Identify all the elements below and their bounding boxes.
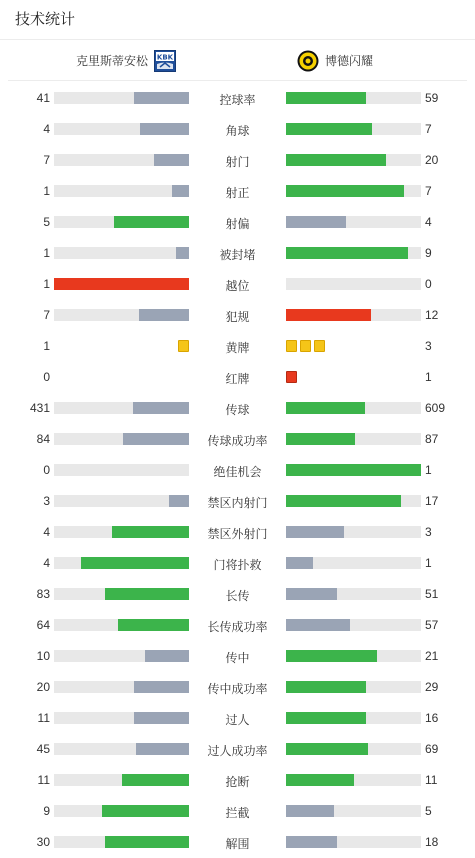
- home-stat-value: 64: [36, 618, 50, 632]
- stat-row: [0, 548, 475, 579]
- home-team-name: 克里斯蒂安松: [75, 54, 148, 68]
- away-stat-bar: [286, 185, 421, 197]
- home-stat-bar: [54, 619, 189, 631]
- stat-row: [0, 393, 475, 424]
- away-stat-bar-fill: [286, 774, 354, 786]
- stat-label: 被封堵: [219, 248, 256, 262]
- home-stat-bar-fill: [122, 774, 190, 786]
- home-stat-bar-fill: [123, 433, 189, 445]
- away-stat-value: 11: [425, 773, 438, 787]
- home-stat-bar: [54, 216, 189, 228]
- stat-label: 过人: [225, 713, 250, 727]
- home-stat-bar-fill: [105, 836, 189, 848]
- home-stat-value: 11: [37, 773, 50, 787]
- away-stat-bar-fill: [286, 836, 337, 848]
- stat-row: [0, 610, 475, 641]
- home-stat-bar: [54, 650, 189, 662]
- stat-row: [0, 703, 475, 734]
- kbk-crest-icon: [154, 50, 176, 72]
- stat-row: [0, 486, 475, 517]
- stat-row: [0, 424, 475, 455]
- away-stat-bar: [286, 774, 421, 786]
- home-stat-bar: [54, 92, 189, 104]
- away-stat-value: 1: [425, 370, 432, 384]
- home-stat-bar: [54, 681, 189, 693]
- red-card-icon: [286, 371, 297, 383]
- home-stat-bar-fill: [54, 278, 189, 290]
- away-stat-bar: [286, 464, 421, 476]
- yellow-card-icon: [314, 340, 325, 352]
- away-stat-bar-fill: [286, 650, 377, 662]
- away-stat-value: 4: [425, 215, 432, 229]
- away-stat-bar: [286, 433, 421, 445]
- home-stat-bar-fill: [105, 588, 189, 600]
- stat-label: 解围: [225, 837, 250, 851]
- home-stat-value: 5: [43, 215, 50, 229]
- stat-label: 传球: [225, 403, 250, 417]
- stat-label: 过人成功率: [207, 744, 268, 758]
- away-stat-bar-fill: [286, 247, 408, 259]
- away-stat-bar-fill: [286, 681, 366, 693]
- stat-label: 控球率: [219, 93, 256, 107]
- away-stat-bar: [286, 309, 421, 321]
- home-stat-value: 11: [37, 711, 50, 725]
- stat-row: [0, 796, 475, 827]
- stat-label: 拦截: [225, 806, 250, 820]
- stat-label: 黄牌: [225, 341, 250, 355]
- home-cards: [178, 340, 189, 352]
- stat-row: [0, 765, 475, 796]
- away-stat-value: 5: [425, 804, 432, 818]
- away-stat-bar-fill: [286, 185, 404, 197]
- home-stat-bar-fill: [118, 619, 189, 631]
- away-stat-value: 3: [425, 339, 432, 353]
- home-stat-bar: [54, 743, 189, 755]
- home-stat-bar: [54, 557, 189, 569]
- home-stat-value: 7: [43, 308, 50, 322]
- stat-row: [0, 331, 475, 362]
- away-stat-bar-fill: [286, 619, 350, 631]
- stat-label: 射正: [225, 186, 250, 200]
- stat-label: 传中: [225, 651, 250, 665]
- stat-label: 传中成功率: [207, 682, 268, 696]
- away-stat-bar: [286, 402, 421, 414]
- home-stat-bar: [54, 588, 189, 600]
- stat-row: [0, 455, 475, 486]
- away-stat-value: 18: [425, 835, 439, 849]
- home-team[interactable]: [76, 40, 182, 81]
- home-stat-bar-fill: [169, 495, 189, 507]
- stat-row: [0, 145, 475, 176]
- away-stat-value: 87: [425, 432, 439, 446]
- home-stat-value: 3: [43, 494, 50, 508]
- away-stat-value: 7: [425, 184, 432, 198]
- away-cards: [286, 371, 297, 383]
- stat-row: [0, 176, 475, 207]
- away-stat-bar-fill: [286, 495, 401, 507]
- stat-row: [0, 207, 475, 238]
- stat-row: [0, 827, 475, 858]
- stat-label: 绝佳机会: [213, 465, 262, 479]
- stat-label: 长传成功率: [207, 620, 268, 634]
- yellow-card-icon: [300, 340, 311, 352]
- home-stat-value: 45: [36, 742, 50, 756]
- home-stat-value: 0: [43, 463, 50, 477]
- away-stat-bar-fill: [286, 526, 344, 538]
- home-stat-bar-fill: [134, 92, 189, 104]
- home-stat-value: 1: [43, 184, 50, 198]
- home-stat-value: 431: [29, 401, 50, 415]
- home-stat-value: 4: [43, 122, 50, 136]
- stat-row: [0, 300, 475, 331]
- away-stat-bar-fill: [286, 433, 355, 445]
- away-stat-bar-fill: [286, 712, 366, 724]
- away-stat-bar: [286, 247, 421, 259]
- stat-label: 抢断: [225, 775, 250, 789]
- stat-label: 长传: [225, 589, 250, 603]
- away-stat-bar: [286, 526, 421, 538]
- home-stat-value: 4: [43, 525, 50, 539]
- away-stat-value: 69: [425, 742, 439, 756]
- stat-row: [0, 114, 475, 145]
- home-stat-bar: [54, 836, 189, 848]
- away-stat-value: 29: [425, 680, 439, 694]
- home-stat-bar-fill: [81, 557, 189, 569]
- home-stat-bar: [54, 185, 189, 197]
- away-stat-bar: [286, 805, 421, 817]
- home-stat-bar-fill: [134, 712, 189, 724]
- bodo-glimt-crest-icon: [297, 50, 319, 72]
- away-stat-value: 51: [425, 587, 439, 601]
- stat-row: [0, 362, 475, 393]
- home-stat-bar: [54, 154, 189, 166]
- home-stat-value: 84: [36, 432, 50, 446]
- away-stat-bar-fill: [286, 557, 313, 569]
- away-stat-value: 16: [425, 711, 439, 725]
- yellow-card-icon: [178, 340, 189, 352]
- away-stat-value: 3: [425, 525, 432, 539]
- away-stat-bar: [286, 557, 421, 569]
- away-stat-value: 609: [425, 401, 446, 415]
- svg-text:KBK: KBK: [156, 53, 174, 61]
- home-stat-bar: [54, 526, 189, 538]
- away-stat-value: 20: [425, 153, 439, 167]
- home-stat-bar-fill: [172, 185, 189, 197]
- away-stat-value: 12: [425, 308, 439, 322]
- away-stat-value: 0: [425, 277, 432, 291]
- home-stat-value: 41: [36, 91, 50, 105]
- home-stat-value: 1: [43, 246, 50, 260]
- away-stat-value: 59: [425, 91, 439, 105]
- home-stat-value: 83: [36, 587, 50, 601]
- stat-label: 犯规: [225, 310, 250, 324]
- away-stat-bar: [286, 278, 421, 290]
- home-stat-value: 1: [43, 277, 50, 291]
- away-team[interactable]: [291, 40, 373, 81]
- stat-label: 越位: [225, 279, 250, 293]
- away-stat-bar: [286, 123, 421, 135]
- away-stat-bar: [286, 588, 421, 600]
- home-stat-bar-fill: [140, 123, 189, 135]
- home-stat-bar-fill: [134, 681, 189, 693]
- teams-header: [8, 40, 467, 81]
- home-stat-bar-fill: [102, 805, 189, 817]
- home-stat-bar: [54, 712, 189, 724]
- away-stat-value: 21: [425, 649, 439, 663]
- away-stat-bar: [286, 619, 421, 631]
- away-stat-bar: [286, 154, 421, 166]
- stat-label: 射门: [225, 155, 250, 169]
- home-stat-bar-fill: [145, 650, 189, 662]
- away-stat-bar: [286, 712, 421, 724]
- stat-row: [0, 238, 475, 269]
- home-stat-bar-fill: [133, 402, 189, 414]
- away-stat-bar: [286, 743, 421, 755]
- home-stat-value: 30: [36, 835, 50, 849]
- home-stat-bar-fill: [136, 743, 189, 755]
- stat-row: [0, 734, 475, 765]
- away-stat-bar-fill: [286, 464, 421, 476]
- home-stat-bar: [54, 309, 189, 321]
- stat-label: 角球: [225, 124, 250, 138]
- home-stat-value: 20: [36, 680, 50, 694]
- stat-label: 射偏: [225, 217, 250, 231]
- away-stat-bar: [286, 836, 421, 848]
- away-stat-bar-fill: [286, 402, 365, 414]
- home-stat-bar-fill: [114, 216, 189, 228]
- home-stat-bar: [54, 123, 189, 135]
- stat-row: [0, 672, 475, 703]
- away-stat-value: 7: [425, 122, 432, 136]
- home-stat-bar: [54, 433, 189, 445]
- page-title: 技术统计: [0, 0, 475, 40]
- away-stat-bar-fill: [286, 216, 346, 228]
- home-stat-bar: [54, 402, 189, 414]
- away-stat-bar: [286, 681, 421, 693]
- home-stat-value: 0: [43, 370, 50, 384]
- stat-label: 传球成功率: [207, 434, 268, 448]
- home-stat-value: 1: [43, 339, 50, 353]
- away-stat-bar-fill: [286, 92, 366, 104]
- stat-label: 禁区内射门: [207, 496, 268, 510]
- home-stat-bar-fill: [139, 309, 189, 321]
- away-stat-bar-fill: [286, 588, 337, 600]
- away-stat-bar: [286, 650, 421, 662]
- yellow-card-icon: [286, 340, 297, 352]
- away-stat-bar-fill: [286, 309, 371, 321]
- stat-row: [0, 83, 475, 114]
- home-stat-value: 9: [43, 804, 50, 818]
- stat-label: 红牌: [225, 372, 250, 386]
- home-stat-bar: [54, 495, 189, 507]
- away-stat-value: 57: [425, 618, 439, 632]
- home-stat-bar: [54, 464, 189, 476]
- stat-row: [0, 269, 475, 300]
- home-stat-bar: [54, 774, 189, 786]
- away-cards: [286, 340, 325, 352]
- away-stat-bar-fill: [286, 154, 386, 166]
- home-stat-value: 10: [36, 649, 50, 663]
- stat-label: 禁区外射门: [207, 527, 268, 541]
- away-stat-bar: [286, 216, 421, 228]
- home-stat-bar: [54, 805, 189, 817]
- away-stat-value: 1: [425, 463, 432, 477]
- home-stat-value: 7: [43, 153, 50, 167]
- away-stat-bar-fill: [286, 123, 372, 135]
- away-stat-bar: [286, 495, 421, 507]
- away-stat-value: 1: [425, 556, 432, 570]
- stat-label: 门将扑救: [213, 558, 262, 572]
- away-stat-bar-fill: [286, 743, 368, 755]
- home-stat-bar-fill: [154, 154, 189, 166]
- home-stat-bar: [54, 278, 189, 290]
- stat-row: [0, 641, 475, 672]
- stat-row: [0, 517, 475, 548]
- home-stat-value: 4: [43, 556, 50, 570]
- home-stat-bar-fill: [176, 247, 190, 259]
- away-stat-value: 9: [425, 246, 432, 260]
- home-stat-bar-fill: [112, 526, 189, 538]
- away-stat-bar-fill: [286, 805, 334, 817]
- home-stat-bar: [54, 247, 189, 259]
- away-stat-value: 17: [425, 494, 439, 508]
- away-team-name: 博德闪耀: [325, 54, 374, 68]
- stat-row: [0, 579, 475, 610]
- away-stat-bar: [286, 92, 421, 104]
